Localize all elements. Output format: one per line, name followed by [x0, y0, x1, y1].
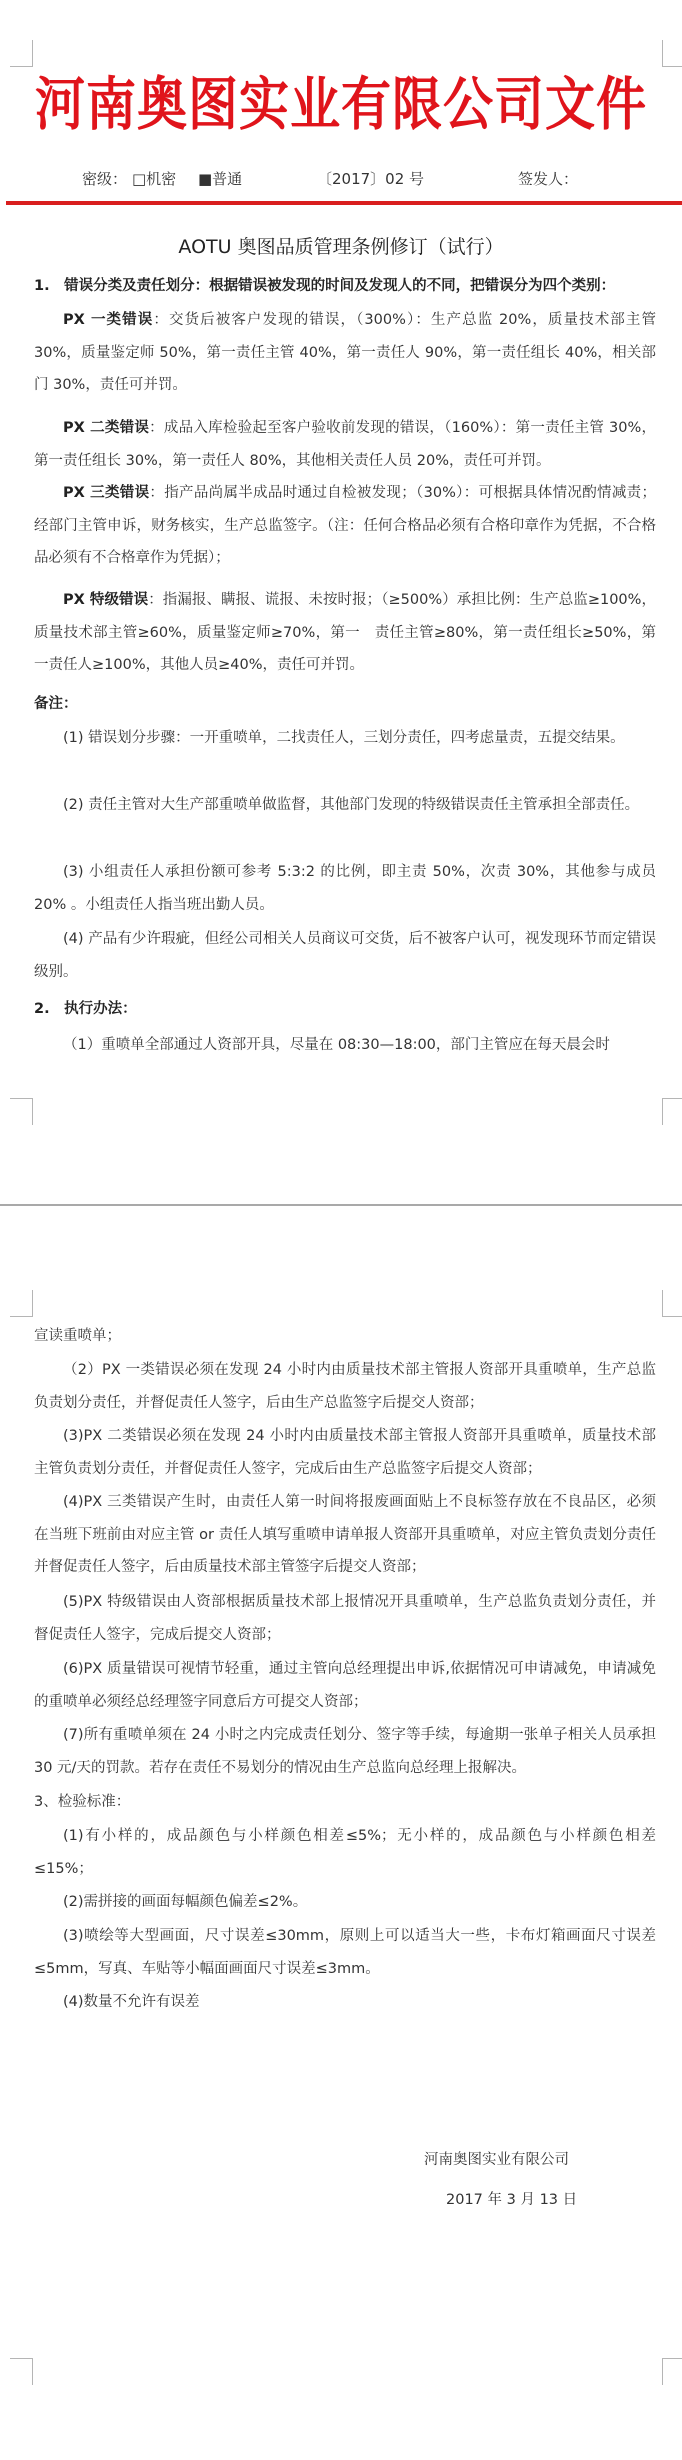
margin-corner-mark: [662, 2358, 682, 2385]
document-header-title: 河南奥图实业有限公司文件: [35, 71, 647, 138]
section-2-heading: 2. 执行办法：: [34, 1001, 137, 1017]
section-3-item: (2)需拼接的画面每幅颜色偏差≤2%。: [63, 1894, 308, 1910]
note-item: (2) 责任主管对大生产部重喷单做监督，其他部门发现的特级错误责任主管承担全部责任。: [63, 797, 640, 813]
px-class-1-text: ：交货后被客户发现的错误，（300%）：生产总监 20%，质量技术部主管 30%，质量鉴定师 50%，第一责任主管 40%，第一责任人 90%，第一责任组长 40%，相关部门 30%，责任可并罚。: [34, 312, 656, 393]
section-2-item: (6)PX 质量错误可视情节轻重，通过主管向总经理提出申诉,依据情况可申请减免，申请减免的重喷单必须经总经理签字同意后方可提交人资部；: [34, 1661, 656, 1710]
section-2-item: (5)PX 特级错误由人资部根据质量技术部上报情况开具重喷单，生产总监负责划分责任，并督促责任人签字，完成后提交人资部；: [34, 1594, 656, 1643]
px-class-3-paragraph: [34, 477, 656, 575]
note-item: (3) 小组责任人承担份额可参考 5:3:2 的比例，即主责 50%，次责 30%，其他参与成员 20% 。小组责任人指当班出勤人员。: [34, 864, 656, 913]
document-page-2: [0, 1206, 682, 2460]
section-2-item-1-end: 宣读重喷单；: [34, 1328, 121, 1344]
section-2-item: (3)PX 二类错误必须在发现 24 小时内由质量技术部主管报人资部开具重喷单，质量技术部主管负责划分责任，并督促责任人签字，完成后由生产总监签字后提交人资部；: [34, 1428, 656, 1477]
security-option-confidential: □机密: [132, 170, 177, 188]
px-class-1-paragraph: [34, 304, 656, 402]
px-class-1-label: PX 一类错误: [63, 312, 154, 328]
section-3-item: (4)数量不允许有误差: [63, 1994, 200, 2010]
section-2-item: （2）PX 一类错误必须在发现 24 小时内由质量技术部主管报人资部开具重喷单，生产总监负责划分责任，并督促责任人签字，后由生产总监签字后提交人资部；: [34, 1362, 656, 1411]
margin-corner-mark: [10, 1290, 33, 1317]
signature-date: 2017 年 3 月 13 日: [446, 2192, 578, 2208]
header-red-rule: [6, 201, 682, 205]
margin-corner-mark: [10, 2358, 33, 2385]
document-page-1: [0, 0, 682, 1204]
px-class-2-paragraph: [34, 412, 656, 477]
note-item: (1) 错误划分步骤：一开重喷单，二找责任人，三划分责任，四考虑量责，五提交结果。: [63, 730, 625, 746]
px-class-3-text: ：指产品尚属半成品时通过自检被发现；（30%）：可根据具体情况酌情减责；经部门主管申诉，财务核实，生产总监签字。（注：任何合格品必须有合格印章作为凭据，不合格品必须有不合格章作为凭据）；: [34, 485, 656, 566]
section-3-item: (3)喷绘等大型画面，尺寸误差≤30mm，原则上可以适当大一些，卡布灯箱画面尺寸误差≤5mm，写真、车贴等小幅面画面尺寸误差≤3mm。: [34, 1928, 656, 1977]
document-number: 〔2017〕02 号: [317, 170, 425, 188]
document-subtitle: AOTU 奥图品质管理条例修订（试行）: [178, 236, 504, 258]
px-special-text: ：指漏报、瞒报、谎报、未按时报；（≥500%）承担比例：生产总监≥100%，质量技术部主管≥60%，质量鉴定师≥70%，第一 责任主管≥80%，第一责任组长≥50%，第一责任人≥100%，其他人员≥40%，责任可并罚。: [34, 592, 656, 673]
margin-corner-mark: [10, 1098, 33, 1125]
px-class-2-text: ：成品入库检验起至客户验收前发现的错误，（160%）：第一责任主管 30%，第一责任组长 30%，第一责任人 80%，其他相关责任人员 20%，责任可并罚。: [34, 420, 656, 469]
section-3-heading: 3、检验标准：: [34, 1794, 131, 1810]
security-level-label: 密级：: [82, 170, 128, 188]
px-class-2-label: PX 二类错误: [63, 420, 150, 436]
px-special-paragraph: [34, 584, 656, 682]
section-2-item: (7)所有重喷单须在 24 小时之内完成责任划分、签字等手续，每逾期一张单子相关人员承担 30 元/天的罚款。若存在责任不易划分的情况由生产总监向总经理上报解决。: [34, 1727, 656, 1776]
margin-corner-mark: [662, 1290, 682, 1317]
margin-corner-mark: [662, 1098, 682, 1125]
px-special-label: PX 特级错误: [63, 592, 149, 608]
section-1-heading: 1. 错误分类及责任划分：根据错误被发现的时间及发现人的不同，把错误分为四个类别：: [34, 278, 616, 294]
signature-company: 河南奥图实业有限公司: [424, 2152, 569, 2168]
document-meta-row: [82, 168, 602, 192]
section-2-item: (4)PX 三类错误产生时，由责任人第一时间将报废画面贴上不良标签存放在不良品区，必须在当班下班前由对应主管 or 责任人填写重喷申请单报人资部开具重喷单，对应主管负责划分责任并督促责任人签字，后由质量技术部主管签字后提交人资部；: [34, 1494, 656, 1575]
note-item: (4) 产品有少许瑕疵，但经公司相关人员商议可交货，后不被客户认可，视发现环节而定错误级别。: [34, 931, 656, 980]
signer-label: 签发人：: [518, 170, 579, 188]
security-option-normal: ■普通: [198, 170, 243, 188]
px-class-3-label: PX 三类错误: [63, 485, 150, 501]
section-2-item-1-start: （1）重喷单全部通过人资部开具，尽量在 08:30—18:00，部门主管应在每天晨会时: [63, 1037, 610, 1053]
section-3-item: (1)有小样的，成品颜色与小样颜色相差≤5%；无小样的，成品颜色与小样颜色相差≤15%；: [34, 1828, 656, 1877]
notes-heading: 备注：: [34, 696, 78, 712]
